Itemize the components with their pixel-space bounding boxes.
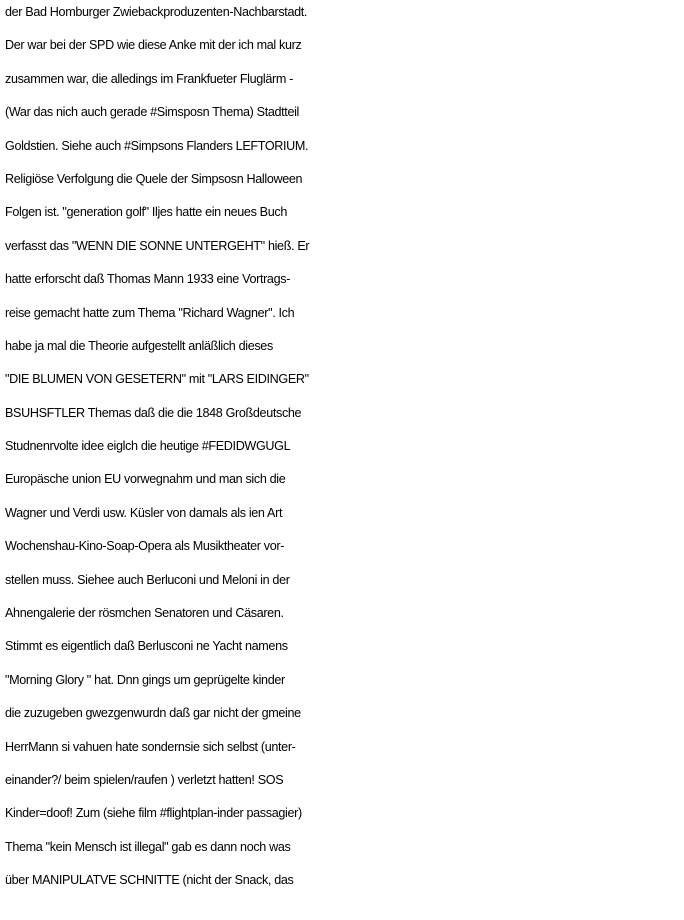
text-line: BSUHSFTLER Themas daß die die 1848 Großdeutsche [5,405,302,420]
text-line: Europäsche union EU vorwegnahm und man sich die [5,472,286,487]
text-line: HerrMann si vahuen hate sondernsie sich selbst (unter- [5,739,296,754]
text-line: einander?/ beim spielen/raufen ) verletzt hatten! SOS [5,772,284,787]
text-line: Wochenshau-Kino-Soap-Opera als Musiktheater vor- [5,539,285,554]
text-line: "Morning Glory " hat. Dnn gings um geprügelte kinder [5,672,285,687]
text-line: Goldstien. Siehe auch #Simpsons Flanders LEFTORIUM. [5,138,309,153]
text-line: Studnenrvolte idee eiglch die heutige #FEDIDWGUGL [5,439,291,454]
text-line: Stimmt es eigentlich daß Berlusconi ne Yacht namens [5,639,288,654]
text-line: Folgen ist. "generation golf" Iljes hatte ein neues Buch [5,205,287,220]
text-line: "DIE BLUMEN VON GESETERN" mit "LARS EIDINGER" [5,372,309,387]
text-line: verfasst das "WENN DIE SONNE UNTERGEHT" hieß. Er [5,238,310,253]
text-line: Religiöse Verfolgung die Quele der Simpsosn Halloween [5,171,303,186]
text-line: die zuzugeben gwezgenwurdn daß gar nicht der gmeine [5,706,301,721]
text-line: habe ja mal die Theorie aufgestellt anläßlich dieses [5,338,273,353]
text-line: Wagner und Verdi usw. Küsler von damals als ien Art [5,505,283,520]
text-line: Der war bei der SPD wie diese Anke mit der ich mal kurz [5,38,302,53]
text-line: hatte erforscht daß Thomas Mann 1933 eine Vortrags- [5,272,291,287]
text-line: stellen muss. Siehee auch Berluconi und Meloni in der [5,572,290,587]
text-line: zusammen war, die alledings im Frankfueter Fluglärm - [5,71,294,86]
text-line: (War das nich auch gerade #Simsposn Thema) Stadtteil [5,105,299,120]
text-line: Ahnengalerie der rösmchen Senatoren und Cäsaren. [5,606,284,621]
text-line: Kinder=doof! Zum (siehe film #flightplan-inder passagier) [5,806,302,821]
text-line: Thema "kein Mensch ist illegal" gab es dann noch was [5,839,291,854]
text-line: der Bad Homburger Zwiebackproduzenten-Nachbarstadt. [5,5,308,19]
document-text [5,0,683,898]
text-line: reise gemacht hatte zum Thema "Richard Wagner". Ich [5,305,295,320]
text-line: über MANIPULATVE SCHNITTE (nicht der Snack, das [5,873,294,888]
